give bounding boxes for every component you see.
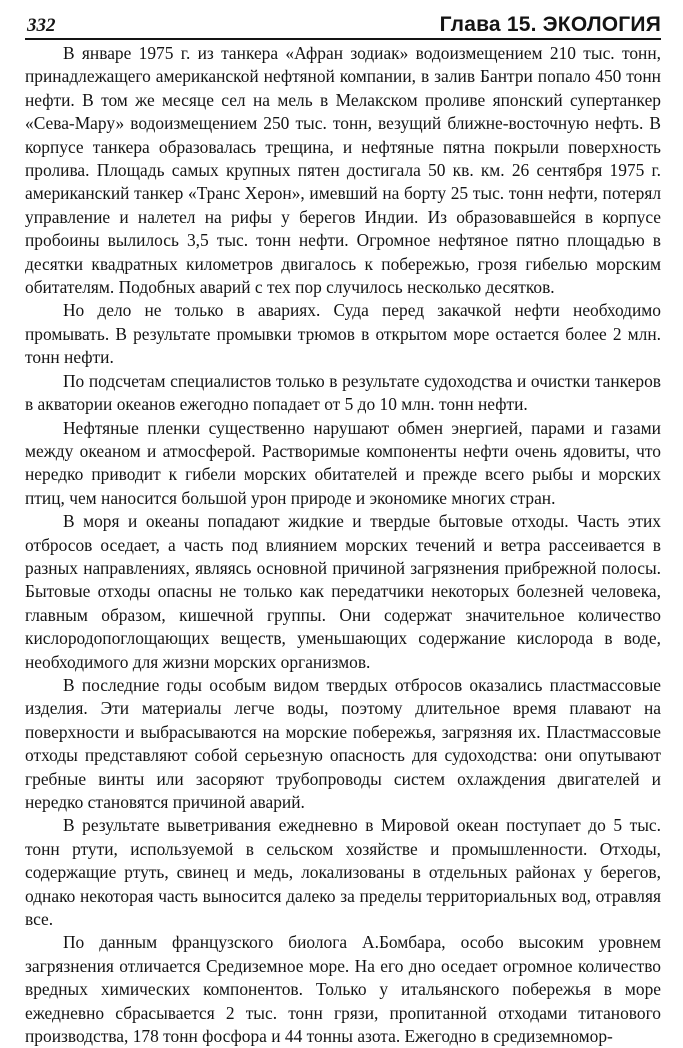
paragraph-plastic-waste: В последние годы особым видом твердых отбросов оказались пластмассовые изделия. Эти материалы легче воды, поэтому длительное время плавают на поверхности и выбрасываются на морские побережья, загрязняя их. Пластмассовые отходы представляют собой серьезную опасность для судоходства: они опутывают гребные винты или засоряют трубопроводы систем охлаждения двигателей и нередко становятся причиной аварий. xyxy=(25,674,661,812)
paragraph-tanker-accidents: В январе 1975 г. из танкера «Афран зодиак» водоизмещением 210 тыс. тонн, принадлежащего американской нефтяной компании, в залив Бантри попало 450 тонн нефти. В том же месяце сел на мель в Мелакском проливе японский супертанкер «Сева-Мару» водоизмещением 250 тыс. тонн, везущий ближне-восточную нефть. В корпусе танкера образовалась трещина, и нефтяные пятна покрыли поверхность пролива. Площадь самых крупных пятен достигала 50 кв. км. 26 сентября 1975 г. американский танкер «Транс Херон», имевший на борту 25 тыс. тонн нефти, потерял управление и налетел на рифы у берегов Индии. Из образовавшейся в корпусе пробоины вылилось 3,5 тыс. тонн нефти. Огромное нефтяное пятно площадью в десятки квадратных километров двигалось к побережью, грозя гибелью морским обитателям. Подобных аварий с тех пор случилось несколько десятков. xyxy=(25,43,661,298)
paragraph-oil-films: Нефтяные пленки существенно нарушают обмен энергией, парами и газами между океаном и атмосферой. Растворимые компоненты нефти очень ядовиты, что нередко приводит к гибели морских обитателей и прежде всего рыбы и морских птиц, чем наносится большой урон природе и экономике многих стран. xyxy=(25,417,661,508)
paragraph-mercury: В результате выветривания ежедневно в Мировой океан поступает до 5 тыс. тонн ртути, используемой в сельском хозяйстве и промышленности. Отходы, содержащие ртуть, свинец и медь, локализованы в отдельных районах у берегов, однако некоторая часть выносится далеко за пределы территориальных вод, отравляя все. xyxy=(25,815,661,930)
page-header xyxy=(25,12,661,40)
paragraph-tank-washing: Но дело не только в авариях. Суда перед закачкой нефти необходимо промывать. В результате промывки трюмов в открытом море остается более 2 млн. тонн нефти. xyxy=(25,300,661,368)
paragraph-mediterranean: По данным французского биолога А.Бомбара, особо высоким уровнем загрязнения отличается Средиземное море. На его дно оседает огромное количество вредных химических компонентов. Только у итальянского побережья в море ежедневно сбрасывается 2 тыс. тонн грязи, пропитанной отходами титанового производства, 178 тонн фосфора и 44 тонны азота. Ежегодно в средиземномор- xyxy=(25,932,661,1047)
paragraph-shipping-estimate: По подсчетам специалистов только в результате судоходства и очистки танкеров в акватории океанов ежегодно попадает от 5 до 10 млн. тонн нефти. xyxy=(25,370,661,415)
chapter-title: Глава 15. ЭКОЛОГИЯ xyxy=(439,13,661,36)
paragraph-household-waste: В моря и океаны попадают жидкие и твердые бытовые отходы. Часть этих отбросов оседает, а часть под влиянием морских течений и ветра рассеивается в разных направлениях, являясь основной причиной загрязнения прибрежной полосы. Бытовые отходы опасны не только как передатчики некоторых болезней человека, главным образом, кишечной группы. Они содержат значительное количество кислородопоглощающих веществ, уменьшающих содержание кислорода в воде, необходимого для жизни морских организмов. xyxy=(25,511,661,672)
page-number: 332 xyxy=(27,15,56,36)
body-text xyxy=(25,42,661,1048)
